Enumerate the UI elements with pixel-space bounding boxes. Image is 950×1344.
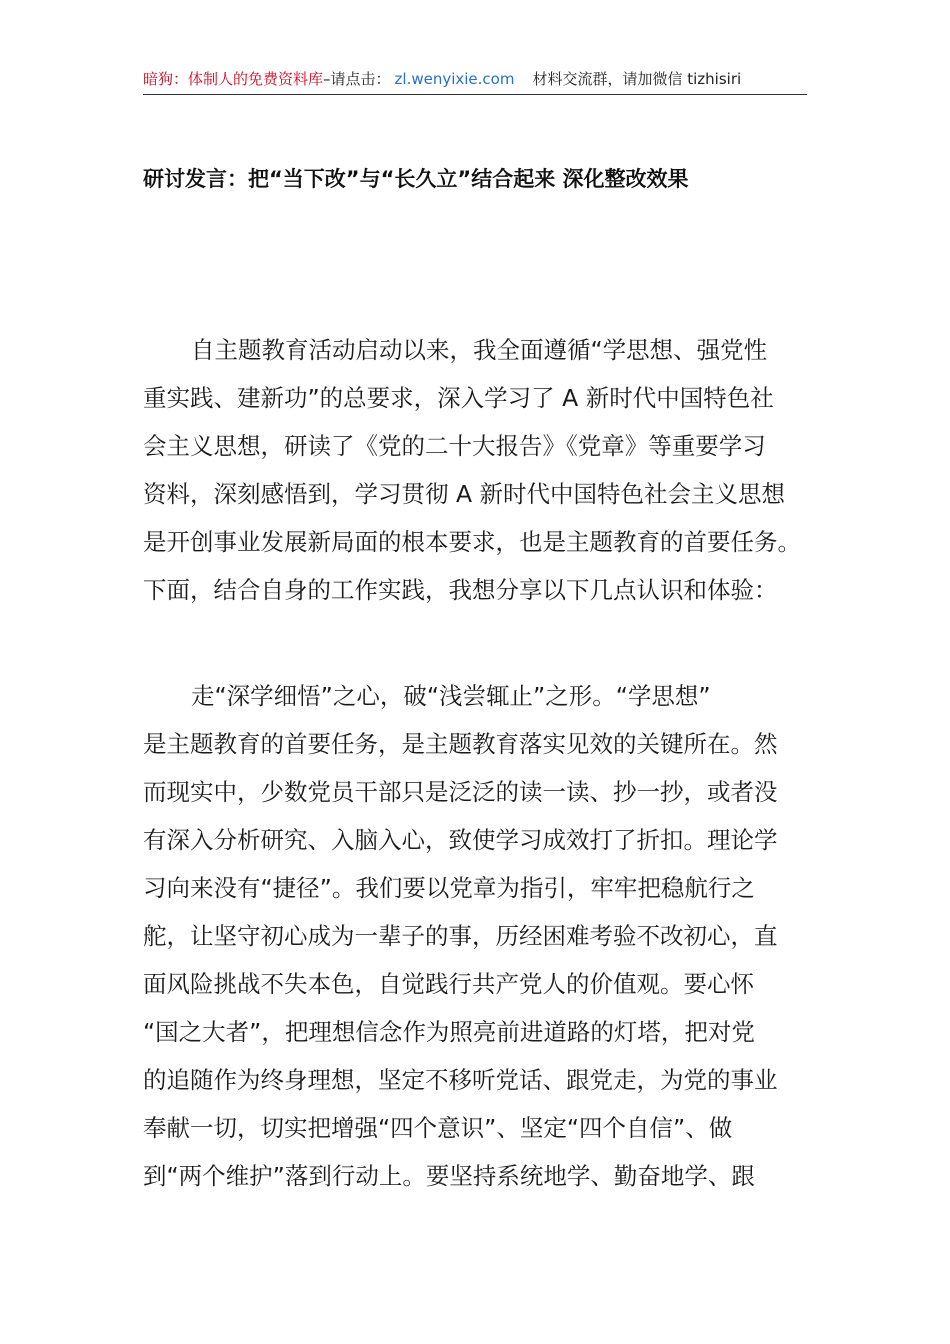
paragraph-2 xyxy=(143,672,815,1200)
paragraph-line: 是主题教育的首要任务，是主题教育落实见效的关键所在。然 xyxy=(143,730,778,758)
paragraph-line: 舵，让坚守初心成为一辈子的事，历经困难考验不改初心，直 xyxy=(143,922,778,950)
paragraph-line: 会主义思想，研读了《党的二十大报告》《党章》等重要学习 xyxy=(143,432,766,460)
paragraph-1 xyxy=(143,326,815,614)
paragraph-line: 习向来没有“捷径”。我们要以党章为指引，牢牢把稳航行之 xyxy=(143,874,755,902)
paragraph-line: 面风险挑战不失本色，自觉践行共产党人的价值观。要心怀 xyxy=(143,970,754,998)
header-prompt: –请点击： xyxy=(323,70,391,88)
header-link[interactable]: zl.wenyixie.com xyxy=(394,70,515,88)
header-brand: 暗狗：体制人的免费资料库 xyxy=(143,70,324,88)
paragraph-line: 资料，深刻感悟到，学习贯彻 A 新时代中国特色社会主义思想 xyxy=(143,480,786,508)
paragraph-line: 有深入分析研究、入脑入心，致使学习成效打了折扣。理论学 xyxy=(143,826,778,854)
paragraph-line: 到“两个维护”落到行动上。要坚持系统地学、勤奋地学、跟 xyxy=(143,1162,755,1190)
page-header xyxy=(143,68,807,95)
paragraph-line: 自主题教育活动启动以来，我全面遵循“学思想、强党性 xyxy=(191,336,768,364)
paragraph-line: 的追随作为终身理想，坚定不移听党话、跟党走，为党的事业 xyxy=(143,1066,778,1094)
paragraph-line: “国之大者”，把理想信念作为照亮前进道路的灯塔，把对党 xyxy=(143,1018,755,1046)
paragraph-line: 下面，结合自身的工作实践，我想分享以下几点认识和体验： xyxy=(143,576,778,604)
header-group-note: 材料交流群，请加微信 tizhisiri xyxy=(532,70,742,88)
paragraph-line: 奉献一切，切实把增强“四个意识”、坚定“四个自信”、做 xyxy=(143,1114,733,1142)
paragraph-line: 是开创事业发展新局面的根本要求，也是主题教育的首要任务。 xyxy=(143,528,801,556)
paragraph-line: 而现实中，少数党员干部只是泛泛的读一读、抄一抄，或者没 xyxy=(143,778,778,806)
document-title: 研讨发言：把“当下改”与“长久立”结合起来 深化整改效果 xyxy=(143,167,689,191)
paragraph-line: 走“深学细悟”之心，破“浅尝辄止”之形。“学思想” xyxy=(191,682,711,710)
paragraph-line: 重实践、建新功”的总要求，深入学习了 A 新时代中国特色社 xyxy=(143,384,774,412)
